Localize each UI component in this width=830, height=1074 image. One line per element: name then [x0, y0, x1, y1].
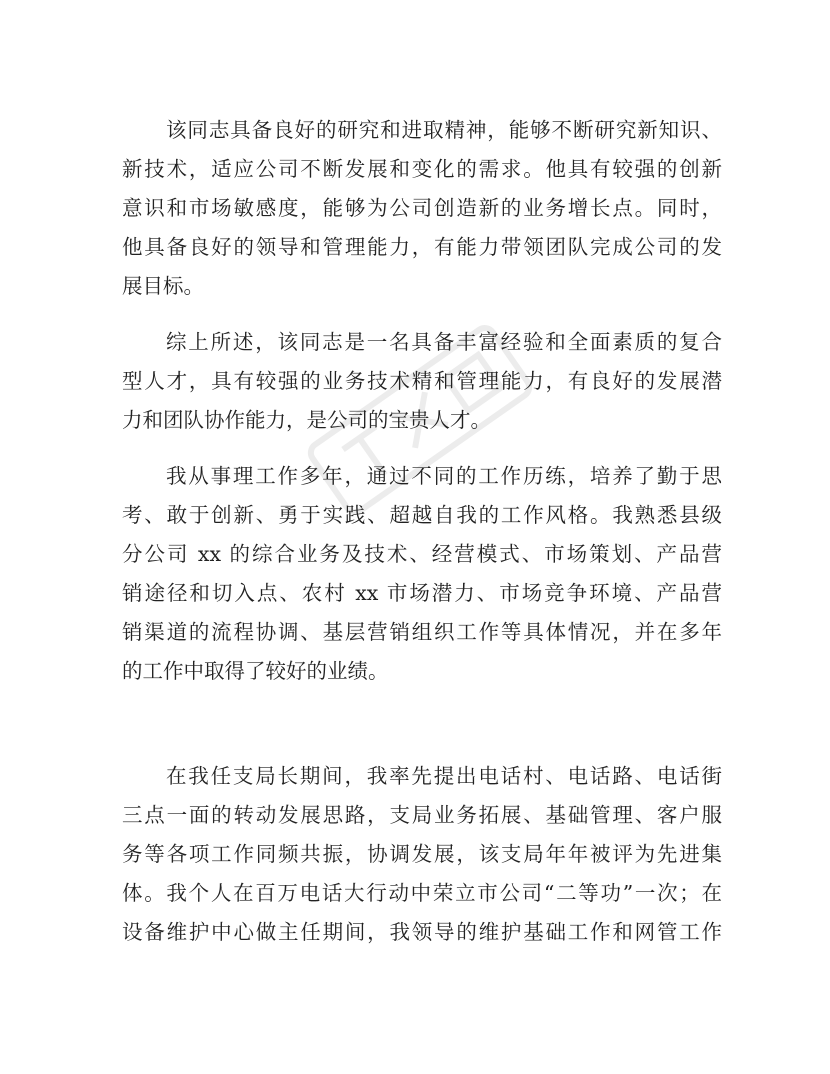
paragraph-3-line-5: 销渠道的流程协调、基层营销组织工作等具体情况，并在多年 — [122, 620, 722, 644]
paragraph-2-line-3: 力和团队协作能力，是公司的宝贵人才。 — [122, 408, 491, 432]
paragraph-3-line-2: 考、敢于创新、勇于实践、超越自我的工作风格。我熟悉县级 — [122, 503, 722, 527]
paragraph-1-line-1: 该同志具备良好的研究和进取精神，能够不断研究新知识、 — [166, 118, 722, 142]
paragraph-2-line-1: 综上所述，该同志是一名具备丰富经验和全面素质的复合 — [166, 330, 722, 354]
paragraph-4-line-5: 设备维护中心做主任期间，我领导的维护基础工作和网管工作 — [122, 920, 722, 944]
paragraph-3-line-4: 销途径和切入点、农村 xx 市场潜力、市场竞争环境、产品营 — [122, 581, 722, 605]
paragraph-4-line-4: 体。我个人在百万电话大行动中荣立市公司“二等功”一次；在 — [122, 881, 722, 905]
paragraph-1-line-2: 新技术，适应公司不断发展和变化的需求。他具有较强的创新 — [122, 157, 722, 181]
paragraph-3-line-1: 我从事理工作多年，通过不同的工作历练，培养了勤于思 — [166, 464, 722, 488]
paragraph-1-line-4: 他具备良好的领导和管理能力，有能力带领团队完成公司的发 — [122, 235, 722, 259]
paragraph-2-line-2: 型人才，具有较强的业务技术精和管理能力，有良好的发展潜 — [122, 369, 722, 393]
paragraph-1-line-5: 展目标。 — [122, 274, 204, 298]
paragraph-4-line-2: 三点一面的转动发展思路，支局业务拓展、基础管理、客户服 — [122, 803, 722, 827]
paragraph-3-line-3: 分公司 xx 的综合业务及技术、经营模式、市场策划、产品营 — [122, 542, 722, 566]
paragraph-1-line-3: 意识和市场敏感度，能够为公司创造新的业务增长点。同时， — [122, 196, 722, 220]
paragraph-3-line-6: 的工作中取得了较好的业绩。 — [122, 659, 389, 683]
paragraph-4-line-1: 在我任支局长期间，我率先提出电话村、电话路、电话街 — [166, 764, 722, 788]
paragraph-4-line-3: 务等各项工作同频共振，协调发展，该支局年年被评为先进集 — [122, 842, 722, 866]
